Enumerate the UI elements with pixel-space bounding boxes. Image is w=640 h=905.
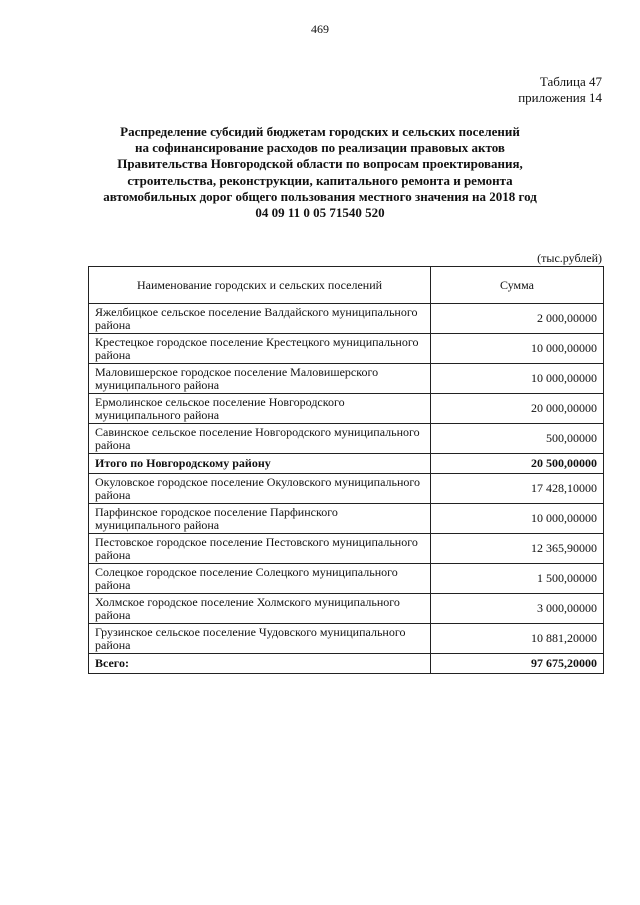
table-row: [89, 304, 604, 334]
table-row: [89, 534, 604, 564]
table-header-row: [89, 267, 604, 304]
row-name: Яжелбицкое сельское поселение Валдайского муниципального района: [89, 304, 431, 334]
subtotal-label: Итого по Новгородскому району: [89, 454, 431, 474]
table-row: [89, 504, 604, 534]
subtotal-row: [89, 454, 604, 474]
header-sum: Сумма: [431, 267, 604, 304]
title-line: строительства, реконструкции, капитального ремонта и ремонта: [127, 172, 513, 188]
table-row: [89, 334, 604, 364]
row-name: Парфинское городское поселение Парфинского муниципального района: [89, 504, 431, 534]
row-sum: 3 000,00000: [431, 594, 604, 624]
units-label: (тыс.рублей): [537, 251, 602, 265]
row-name: Маловишерское городское поселение Маловишерского муниципального района: [89, 364, 431, 394]
budget-code: 04 09 11 0 05 71540 520: [255, 205, 385, 221]
table-reference: [518, 74, 602, 106]
header-name: Наименование городских и сельских поселений: [89, 267, 431, 304]
row-sum: 20 000,00000: [431, 394, 604, 424]
table-ref-line: Таблица 47: [539, 74, 602, 89]
row-name: Крестецкое городское поселение Крестецкого муниципального района: [89, 334, 431, 364]
table-row: [89, 364, 604, 394]
row-name: Пестовское городское поселение Пестовского муниципального района: [89, 534, 431, 564]
title-line: на софинансирование расходов по реализации правовых актов: [135, 140, 505, 156]
title-line: автомобильных дорог общего пользования местного значения на 2018 год: [103, 188, 537, 204]
total-label: Всего:: [89, 654, 431, 674]
title-line: Правительства Новгородской области по вопросам проектирования,: [117, 156, 523, 172]
table-row: [89, 624, 604, 654]
table-row: [89, 424, 604, 454]
row-sum: 10 000,00000: [431, 334, 604, 364]
document-title: [60, 124, 580, 221]
title-line: Распределение субсидий бюджетам городских и сельских поселений: [120, 124, 520, 139]
table-ref-line: приложения 14: [518, 90, 602, 105]
page-number: 469: [311, 22, 329, 36]
row-name: Окуловское городское поселение Окуловского муниципального района: [89, 474, 431, 504]
row-name: Солецкое городское поселение Солецкого муниципального района: [89, 564, 431, 594]
table-row: [89, 594, 604, 624]
table-row: [89, 564, 604, 594]
row-sum: 12 365,90000: [431, 534, 604, 564]
row-sum: 500,00000: [431, 424, 604, 454]
row-sum: 17 428,10000: [431, 474, 604, 504]
row-name: Савинское сельское поселение Новгородского муниципального района: [89, 424, 431, 454]
row-sum: 1 500,00000: [431, 564, 604, 594]
row-sum: 10 000,00000: [431, 364, 604, 394]
total-row: [89, 654, 604, 674]
table-row: [89, 394, 604, 424]
table-row: [89, 474, 604, 504]
row-sum: 2 000,00000: [431, 304, 604, 334]
row-name: Холмское городское поселение Холмского муниципального района: [89, 594, 431, 624]
row-name: Грузинское сельское поселение Чудовского муниципального района: [89, 624, 431, 654]
subsidy-table: [88, 266, 604, 674]
row-name: Ермолинское сельское поселение Новгородского муниципального района: [89, 394, 431, 424]
row-sum: 10 000,00000: [431, 504, 604, 534]
total-sum: 97 675,20000: [431, 654, 604, 674]
subtotal-sum: 20 500,00000: [431, 454, 604, 474]
row-sum: 10 881,20000: [431, 624, 604, 654]
